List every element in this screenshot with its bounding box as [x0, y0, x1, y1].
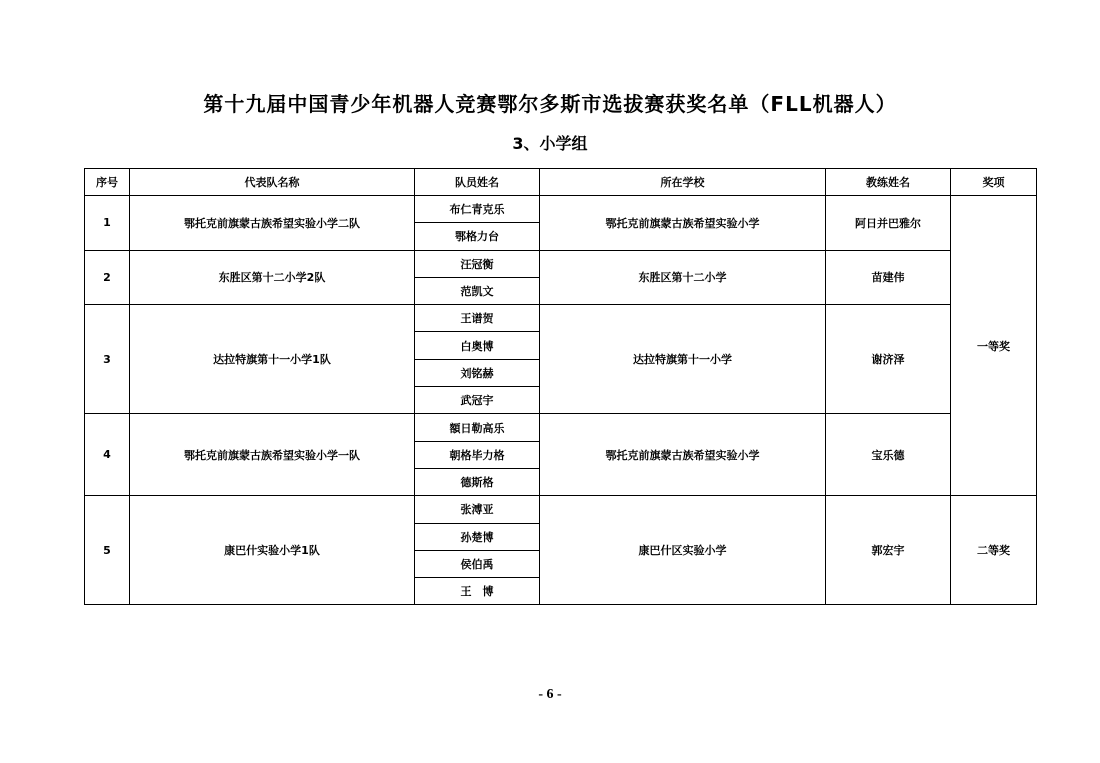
member-name: 鄂格力台 [415, 223, 540, 250]
member-name: 王 博 [415, 578, 540, 605]
team-name: 达拉特旗第十一小学1队 [130, 305, 415, 414]
school-name: 达拉特旗第十一小学 [540, 305, 826, 414]
member-name: 汪冠衡 [415, 250, 540, 277]
coach-name: 谢济泽 [826, 305, 951, 414]
team-index: 4 [85, 414, 130, 496]
award-first-prize: 一等奖 [951, 196, 1037, 496]
school-name: 鄂托克前旗蒙古族希望实验小学 [540, 196, 826, 251]
table-row [85, 196, 1037, 223]
member-name: 张溥亚 [415, 496, 540, 523]
team-index: 1 [85, 196, 130, 251]
header-members: 队员姓名 [415, 169, 540, 196]
member-name: 額日勒高乐 [415, 414, 540, 441]
coach-name: 苗建伟 [826, 250, 951, 305]
coach-name: 阿日并巴雅尔 [826, 196, 951, 251]
team-name: 康巴什实验小学1队 [130, 496, 415, 605]
member-name: 朝格毕力格 [415, 441, 540, 468]
section-subtitle: 3、小学组 [512, 134, 588, 153]
table-row [85, 496, 1037, 523]
table-row [85, 414, 1037, 441]
member-name: 德斯格 [415, 468, 540, 495]
team-index: 2 [85, 250, 130, 305]
team-index: 5 [85, 496, 130, 605]
page-number: - 6 - [538, 687, 562, 702]
header-award: 奖项 [951, 169, 1037, 196]
header-coach: 教练姓名 [826, 169, 951, 196]
page-title: 第十九届中国青少年机器人竞赛鄂尔多斯市选拔赛获奖名单（FLL机器人） [203, 92, 897, 116]
table-row [85, 305, 1037, 332]
team-index: 3 [85, 305, 130, 414]
header-team: 代表队名称 [130, 169, 415, 196]
award-table [84, 168, 1037, 605]
school-name: 鄂托克前旗蒙古族希望实验小学 [540, 414, 826, 496]
member-name: 侯伯禹 [415, 550, 540, 577]
member-name: 白奥博 [415, 332, 540, 359]
coach-name: 宝乐德 [826, 414, 951, 496]
team-name: 东胜区第十二小学2队 [130, 250, 415, 305]
member-name: 孙楚博 [415, 523, 540, 550]
team-name: 鄂托克前旗蒙古族希望实验小学一队 [130, 414, 415, 496]
school-name: 东胜区第十二小学 [540, 250, 826, 305]
member-name: 武冠宇 [415, 387, 540, 414]
header-index: 序号 [85, 169, 130, 196]
member-name: 布仁青克乐 [415, 196, 540, 223]
coach-name: 郭宏宇 [826, 496, 951, 605]
header-school: 所在学校 [540, 169, 826, 196]
table-header-row [85, 169, 1037, 196]
award-second-prize: 二等奖 [951, 496, 1037, 605]
school-name: 康巴什区实验小学 [540, 496, 826, 605]
table-row [85, 250, 1037, 277]
member-name: 刘铭赫 [415, 359, 540, 386]
team-name: 鄂托克前旗蒙古族希望实验小学二队 [130, 196, 415, 251]
member-name: 范凯文 [415, 277, 540, 304]
member-name: 王谱贺 [415, 305, 540, 332]
